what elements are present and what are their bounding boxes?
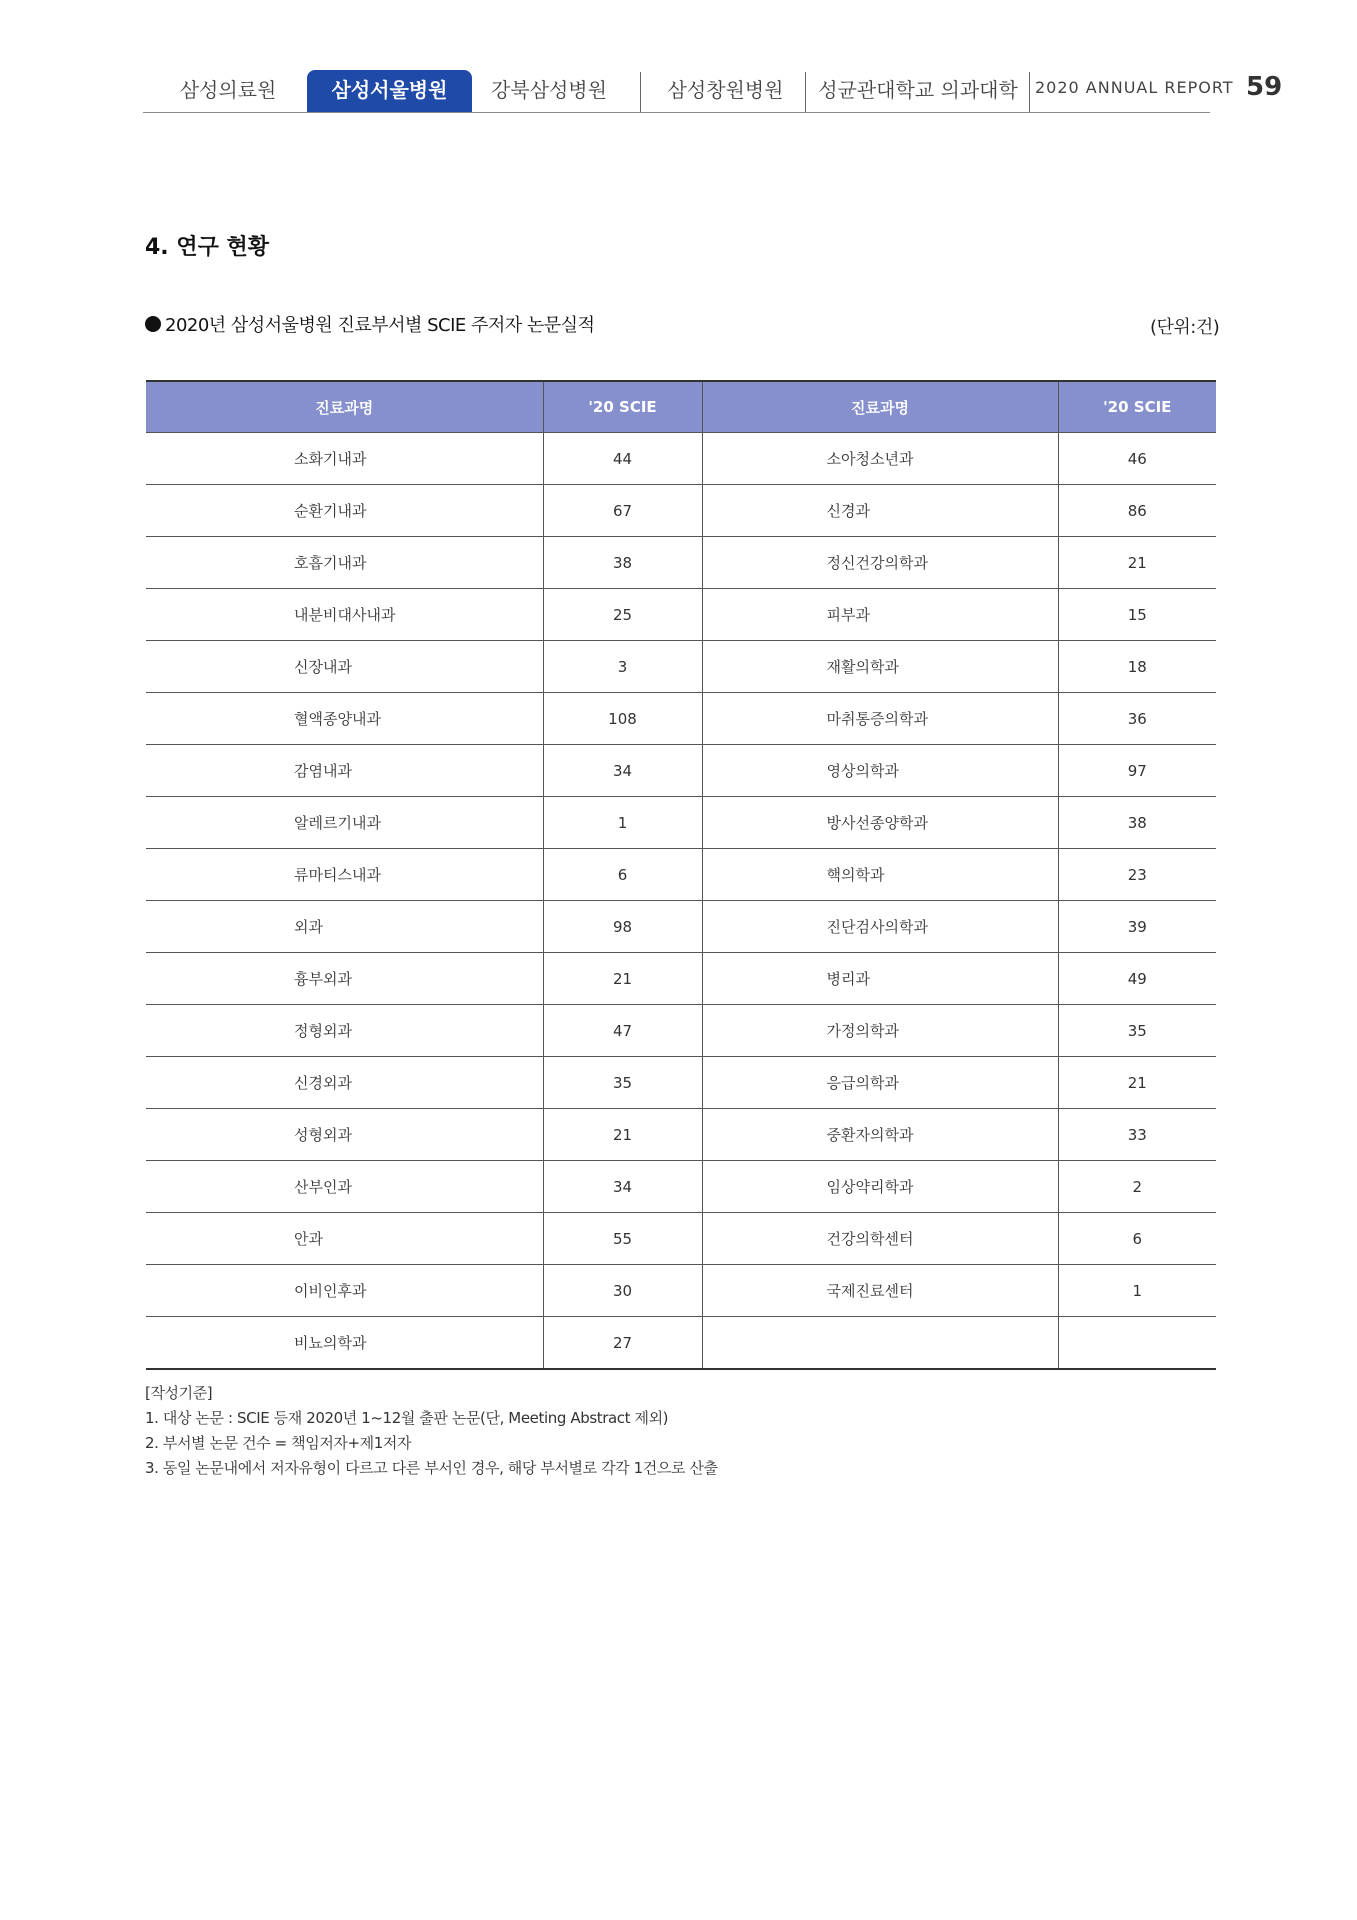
column-header: '20 SCIE bbox=[1058, 381, 1216, 433]
report-label: 2020 ANNUAL REPORT bbox=[1035, 78, 1234, 97]
scie-count-cell: 35 bbox=[543, 1057, 702, 1109]
scie-count-cell bbox=[1058, 1317, 1216, 1370]
scie-count-cell: 38 bbox=[543, 537, 702, 589]
scie-count-cell: 27 bbox=[543, 1317, 702, 1370]
table-row bbox=[146, 641, 1216, 693]
department-name-cell: 감염내과 bbox=[146, 745, 543, 797]
table-row bbox=[146, 1213, 1216, 1265]
page-number: 59 bbox=[1246, 72, 1283, 102]
department-name-cell: 재활의학과 bbox=[702, 641, 1058, 693]
scie-count-cell: 21 bbox=[543, 1109, 702, 1161]
department-name-cell: 임상약리학과 bbox=[702, 1161, 1058, 1213]
note-item: 1. 대상 논문 : SCIE 등재 2020년 1~12월 출판 논문(단, Meeting Abstract 제외) bbox=[145, 1409, 669, 1427]
scie-count-cell: 67 bbox=[543, 485, 702, 537]
scie-count-cell: 35 bbox=[1058, 1005, 1216, 1057]
table-caption bbox=[145, 311, 594, 337]
department-name-cell bbox=[702, 1317, 1058, 1370]
department-name-cell: 흉부외과 bbox=[146, 953, 543, 1005]
table-row bbox=[146, 1005, 1216, 1057]
note-item: 2. 부서별 논문 건수 = 책임저자+제1저자 bbox=[145, 1434, 412, 1452]
table-row bbox=[146, 745, 1216, 797]
scie-count-cell: 49 bbox=[1058, 953, 1216, 1005]
scie-count-cell: 3 bbox=[543, 641, 702, 693]
tab-divider bbox=[640, 72, 641, 112]
scie-count-cell: 34 bbox=[543, 1161, 702, 1213]
department-name-cell: 중환자의학과 bbox=[702, 1109, 1058, 1161]
department-name-cell: 성형외과 bbox=[146, 1109, 543, 1161]
scie-count-cell: 1 bbox=[1058, 1265, 1216, 1317]
table-row bbox=[146, 1161, 1216, 1213]
table-row bbox=[146, 1265, 1216, 1317]
table-row bbox=[146, 953, 1216, 1005]
department-name-cell: 안과 bbox=[146, 1213, 543, 1265]
column-header: 진료과명 bbox=[702, 381, 1058, 433]
department-name-cell: 신장내과 bbox=[146, 641, 543, 693]
department-name-cell: 국제진료센터 bbox=[702, 1265, 1058, 1317]
scie-count-cell: 30 bbox=[543, 1265, 702, 1317]
department-name-cell: 영상의학과 bbox=[702, 745, 1058, 797]
table-row bbox=[146, 797, 1216, 849]
table-row bbox=[146, 693, 1216, 745]
department-name-cell: 응급의학과 bbox=[702, 1057, 1058, 1109]
scie-count-cell: 2 bbox=[1058, 1161, 1216, 1213]
scie-count-cell: 44 bbox=[543, 433, 702, 485]
table-row bbox=[146, 589, 1216, 641]
table-row bbox=[146, 433, 1216, 485]
tab-skku-medicine[interactable]: 성균관대학교 의과대학 bbox=[818, 78, 1018, 102]
department-name-cell: 산부인과 bbox=[146, 1161, 543, 1213]
department-name-cell: 순환기내과 bbox=[146, 485, 543, 537]
scie-count-cell: 38 bbox=[1058, 797, 1216, 849]
department-name-cell: 외과 bbox=[146, 901, 543, 953]
table-row bbox=[146, 901, 1216, 953]
bullet-icon bbox=[145, 316, 161, 332]
department-name-cell: 소화기내과 bbox=[146, 433, 543, 485]
scie-count-cell: 6 bbox=[1058, 1213, 1216, 1265]
department-name-cell: 정형외과 bbox=[146, 1005, 543, 1057]
department-name-cell: 병리과 bbox=[702, 953, 1058, 1005]
scie-count-cell: 97 bbox=[1058, 745, 1216, 797]
scie-count-cell: 36 bbox=[1058, 693, 1216, 745]
notes bbox=[145, 1381, 718, 1481]
note-item: 3. 동일 논문내에서 저자유형이 다르고 다른 부서인 경우, 해당 부서별로 각각 1건으로 산출 bbox=[145, 1459, 718, 1477]
scie-count-cell: 1 bbox=[543, 797, 702, 849]
scie-count-cell: 21 bbox=[1058, 1057, 1216, 1109]
scie-count-cell: 18 bbox=[1058, 641, 1216, 693]
department-name-cell: 가정의학과 bbox=[702, 1005, 1058, 1057]
caption-text: 2020년 삼성서울병원 진료부서별 SCIE 주저자 논문실적 bbox=[165, 315, 595, 336]
scie-count-cell: 21 bbox=[1058, 537, 1216, 589]
scie-count-cell: 6 bbox=[543, 849, 702, 901]
section-title: 4. 연구 현황 bbox=[145, 235, 269, 260]
table-row bbox=[146, 1317, 1216, 1370]
department-name-cell: 방사선종양학과 bbox=[702, 797, 1058, 849]
tab-kangbuk-samsung-hospital[interactable]: 강북삼성병원 bbox=[491, 78, 607, 102]
table-row bbox=[146, 485, 1216, 537]
table-header-row bbox=[146, 381, 1216, 433]
scie-count-cell: 108 bbox=[543, 693, 702, 745]
unit-label: (단위:건) bbox=[1150, 317, 1220, 338]
department-name-cell: 이비인후과 bbox=[146, 1265, 543, 1317]
department-name-cell: 진단검사의학과 bbox=[702, 901, 1058, 953]
department-name-cell: 정신건강의학과 bbox=[702, 537, 1058, 589]
table-row bbox=[146, 849, 1216, 901]
department-name-cell: 신경과 bbox=[702, 485, 1058, 537]
department-name-cell: 마취통증의학과 bbox=[702, 693, 1058, 745]
scie-count-cell: 55 bbox=[543, 1213, 702, 1265]
scie-count-cell: 47 bbox=[543, 1005, 702, 1057]
department-name-cell: 건강의학센터 bbox=[702, 1213, 1058, 1265]
scie-count-cell: 33 bbox=[1058, 1109, 1216, 1161]
tab-divider bbox=[1029, 72, 1030, 112]
scie-count-cell: 86 bbox=[1058, 485, 1216, 537]
column-header: 진료과명 bbox=[146, 381, 543, 433]
tab-samsung-changwon-hospital[interactable]: 삼성창원병원 bbox=[667, 78, 784, 102]
scie-table bbox=[146, 380, 1216, 1370]
table-row bbox=[146, 1109, 1216, 1161]
scie-count-cell: 98 bbox=[543, 901, 702, 953]
scie-count-cell: 39 bbox=[1058, 901, 1216, 953]
department-name-cell: 핵의학과 bbox=[702, 849, 1058, 901]
scie-count-cell: 21 bbox=[543, 953, 702, 1005]
department-name-cell: 피부과 bbox=[702, 589, 1058, 641]
department-name-cell: 신경외과 bbox=[146, 1057, 543, 1109]
tab-divider bbox=[805, 72, 806, 112]
department-name-cell: 소아청소년과 bbox=[702, 433, 1058, 485]
department-name-cell: 내분비대사내과 bbox=[146, 589, 543, 641]
notes-heading: [작성기준] bbox=[145, 1384, 213, 1402]
scie-count-cell: 15 bbox=[1058, 589, 1216, 641]
scie-count-cell: 23 bbox=[1058, 849, 1216, 901]
department-name-cell: 비뇨의학과 bbox=[146, 1317, 543, 1370]
column-header: '20 SCIE bbox=[543, 381, 702, 433]
scie-count-cell: 34 bbox=[543, 745, 702, 797]
department-name-cell: 알레르기내과 bbox=[146, 797, 543, 849]
department-name-cell: 류마티스내과 bbox=[146, 849, 543, 901]
department-name-cell: 호흡기내과 bbox=[146, 537, 543, 589]
scie-count-cell: 25 bbox=[543, 589, 702, 641]
department-name-cell: 혈액종양내과 bbox=[146, 693, 543, 745]
tab-samsung-seoul-hospital[interactable]: 삼성서울병원 bbox=[307, 70, 472, 112]
scie-count-cell: 46 bbox=[1058, 433, 1216, 485]
table-row bbox=[146, 537, 1216, 589]
tab-samsung-medical-center[interactable]: 삼성의료원 bbox=[179, 78, 277, 102]
table-row bbox=[146, 1057, 1216, 1109]
